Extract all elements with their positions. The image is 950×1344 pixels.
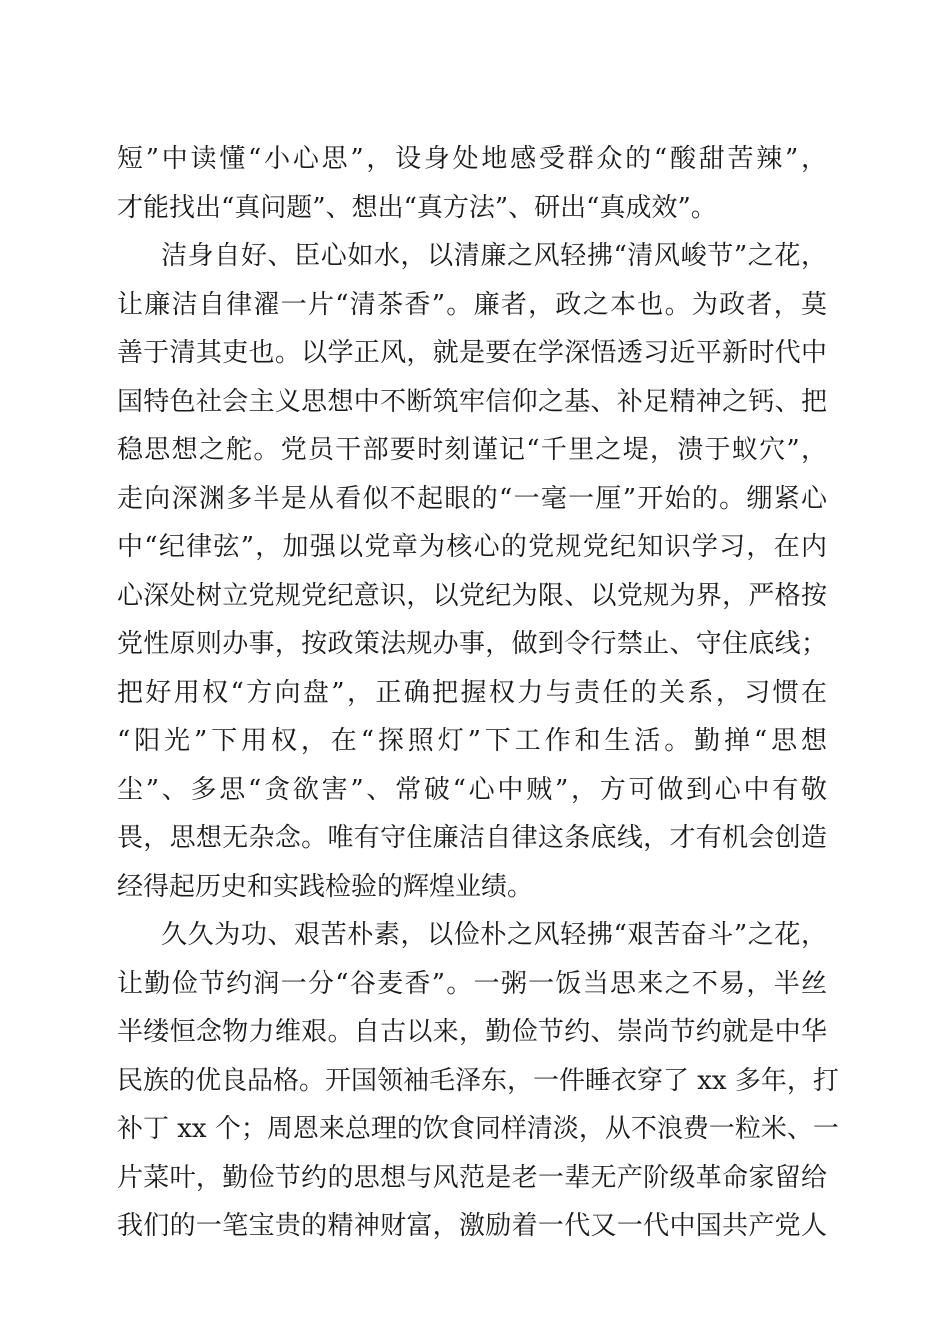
- text-line: 让廉洁自律濯一片“清茶香”。廉者，政之本也。为政者，莫: [117, 289, 827, 320]
- text-line: 片菜叶，勤俭节约的思想与风范是老一辈无产阶级革命家留给: [117, 1162, 827, 1193]
- text-line: 才能找出“真问题”、想出“真方法”、研出“真成效”。: [117, 192, 717, 223]
- body-text: [117, 135, 839, 1251]
- text-line: 补丁 xx 个；周恩来总理的饮食同样清淡，从不浪费一粒米、一: [117, 1114, 839, 1144]
- text-line: 善于清其吏也。以学正风，就是要在学深悟透习近平新时代中: [117, 338, 827, 368]
- text-line: 短”中读懂“小心思”，设身处地感受群众的“酸甜苦辣”，: [117, 144, 827, 174]
- text-line: 尘”、多思“贪欲害”、常破“心中贼”，方可做到心中有敬: [117, 774, 827, 805]
- text-line: 中“纪律弦”，加强以党章为核心的党规党纪知识学习，在内: [117, 532, 827, 562]
- text-line: “阳光”下用权，在“探照灯”下工作和生活。勤掸“思想: [117, 726, 827, 756]
- text-line: 畏，思想无杂念。唯有守住廉洁自律这条底线，才有机会创造: [117, 823, 827, 853]
- text-line: 半缕恒念物力维艰。自古以来，勤俭节约、崇尚节约就是中华: [117, 1017, 827, 1047]
- text-line: 让勤俭节约润一分“谷麦香”。一粥一饭当思来之不易，半丝: [117, 968, 827, 999]
- text-line: 经得起历史和实践检验的辉煌业绩。: [117, 871, 534, 902]
- text-line: 国特色社会主义思想中不断筑牢信仰之基、补足精神之钙、把: [117, 386, 827, 417]
- text-line: 心深处树立党规党纪意识，以党纪为限、以党规为界，严格按: [117, 580, 827, 611]
- text-line: 久久为功、艰苦朴素，以俭朴之风轻拂“艰苦奋斗”之花，: [161, 920, 827, 950]
- text-line: 走向深渊多半是从看似不起眼的“一毫一厘”开始的。绷紧心: [117, 483, 827, 514]
- text-line: 我们的一笔宝贵的精神财富，激励着一代又一代中国共产党人: [117, 1211, 827, 1241]
- text-line: 稳思想之舵。党员干部要时刻谨记“千里之堤，溃于蚁穴”，: [117, 435, 827, 465]
- text-line: 洁身自好、臣心如水，以清廉之风轻拂“清风峻节”之花，: [161, 241, 827, 271]
- text-line: 把好用权“方向盘”，正确把握权力与责任的关系，习惯在: [117, 677, 827, 708]
- text-line: 党性原则办事，按政策法规办事，做到令行禁止、守住底线；: [117, 629, 827, 659]
- text-line: 民族的优良品格。开国领袖毛泽东，一件睡衣穿了 xx 多年，打: [117, 1065, 839, 1096]
